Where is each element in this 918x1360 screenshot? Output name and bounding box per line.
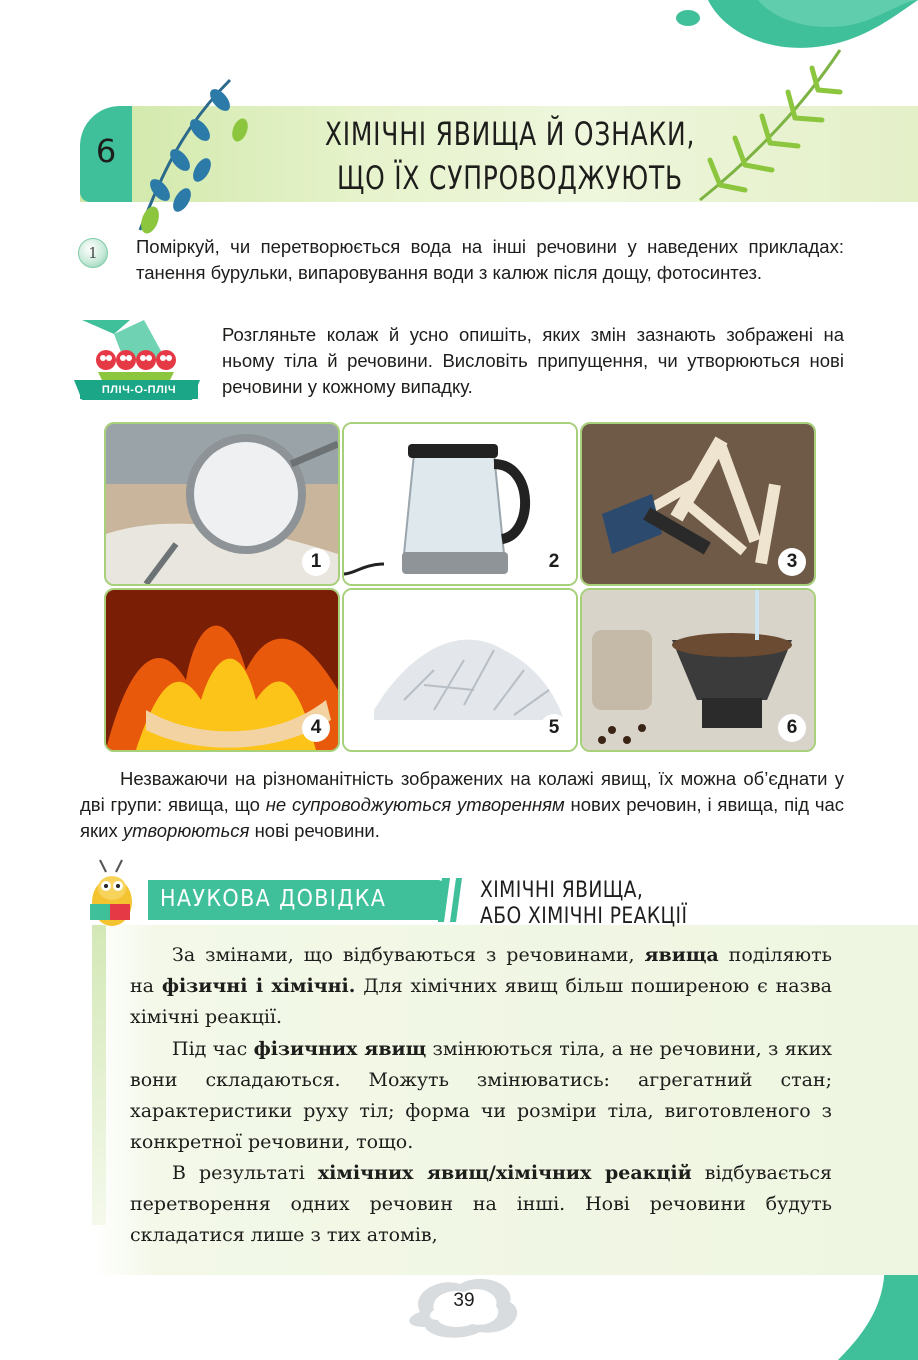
pair-work-icon: [74, 320, 214, 416]
paragraph-text: Незважаючи на різноманітність зображених на колажі явищ, їх можна об’єднати у дві групи: явища, що: [80, 768, 844, 815]
science-note-title: [480, 878, 752, 930]
text: змінюються тіла, а не речовини, з яких вони складаються. Можуть змінюватись: агрегатний стан; характеристики руху тіл; форма чи розміри тіла, виготовленого з конкретної речовини, тощо.: [130, 1038, 832, 1153]
photo-number: 2: [540, 548, 568, 576]
page-number: 39: [453, 1290, 475, 1311]
text: В результаті: [172, 1162, 318, 1184]
text: відбувається перетворення одних речовин на інші. Нові речовини будуть складатися лише з тих атомів,: [130, 1162, 832, 1246]
photo-number: 6: [778, 714, 806, 742]
photo-number: 5: [540, 714, 568, 742]
text: поділяють на: [130, 944, 832, 997]
pair-task-text: Розгляньте колаж й усно опишіть, яких змін зазнають зображені на ньому тіла й речовини. Висловіть припущення, чи утворюються нові речовини у кожному випадку.: [222, 324, 844, 397]
fern-decoration-right: [690, 40, 850, 210]
intro-paragraph: [80, 766, 844, 844]
pair-work-label: ПЛІЧ-О-ПЛІЧ: [80, 381, 198, 399]
bold-term: фізичні і хімічні.: [161, 975, 356, 997]
bold-term: явища: [644, 944, 719, 966]
paragraph-italic: не супроводжуються утворенням: [265, 794, 565, 815]
text: Під час: [172, 1038, 254, 1060]
leaf-decoration-left: [120, 70, 260, 240]
photo-salt-sieve: [104, 422, 340, 586]
science-note-paragraph-2: [130, 1034, 832, 1158]
bookworm-icon: [76, 858, 152, 928]
chapter-title-line2: ЩО ЇХ СУПРОВОДЖУЮТЬ: [337, 159, 683, 197]
science-note-title-line2: АБО ХІМІЧНІ РЕАКЦІЇ: [480, 904, 688, 929]
text: За змінами, що відбуваються з речовинами,: [172, 944, 645, 966]
chapter-title-line1: ХІМІЧНІ ЯВИЩА Й ОЗНАКИ,: [324, 115, 696, 153]
paragraph-text: нові речовини.: [249, 820, 380, 841]
photo-fire: [104, 588, 340, 752]
science-note-stripes: [438, 878, 470, 922]
text: Для хімічних явищ більш поширеною є назва хімічні реакції.: [130, 975, 833, 1028]
question-1-text: Поміркуй, чи перетворюється вода на інші речовини у наведених прикладах: танення бурульки, випаровування води з калюж після дощу, фотосинтез.: [136, 236, 844, 283]
chapter-title: [307, 112, 713, 200]
bold-term: хімічних явищ/хімічних реакцій: [317, 1162, 692, 1184]
photo-coffee: [580, 588, 816, 752]
science-note-title-line1: ХІМІЧНІ ЯВИЩА,: [480, 878, 644, 903]
science-note-paragraph-3: [130, 1158, 832, 1251]
science-note-paragraph-1: [130, 940, 832, 1033]
bold-term: фізичних явищ: [253, 1038, 427, 1060]
photo-number: 4: [302, 714, 330, 742]
photo-kettle: [342, 422, 578, 586]
science-note-strip: [92, 925, 106, 1225]
paragraph-italic: утворюються: [122, 820, 250, 841]
question-number-badge: 1: [78, 238, 108, 268]
photo-number: 3: [778, 548, 806, 576]
photo-axe-wood: [580, 422, 816, 586]
science-note-label: НАУКОВА ДОВІДКА: [160, 886, 387, 912]
paragraph-text: нових речовин, і явища, під час яких: [80, 794, 844, 841]
photo-number: 1: [302, 548, 330, 576]
photo-shredded-paper: [342, 588, 578, 752]
chapter-number: 6: [95, 132, 117, 170]
